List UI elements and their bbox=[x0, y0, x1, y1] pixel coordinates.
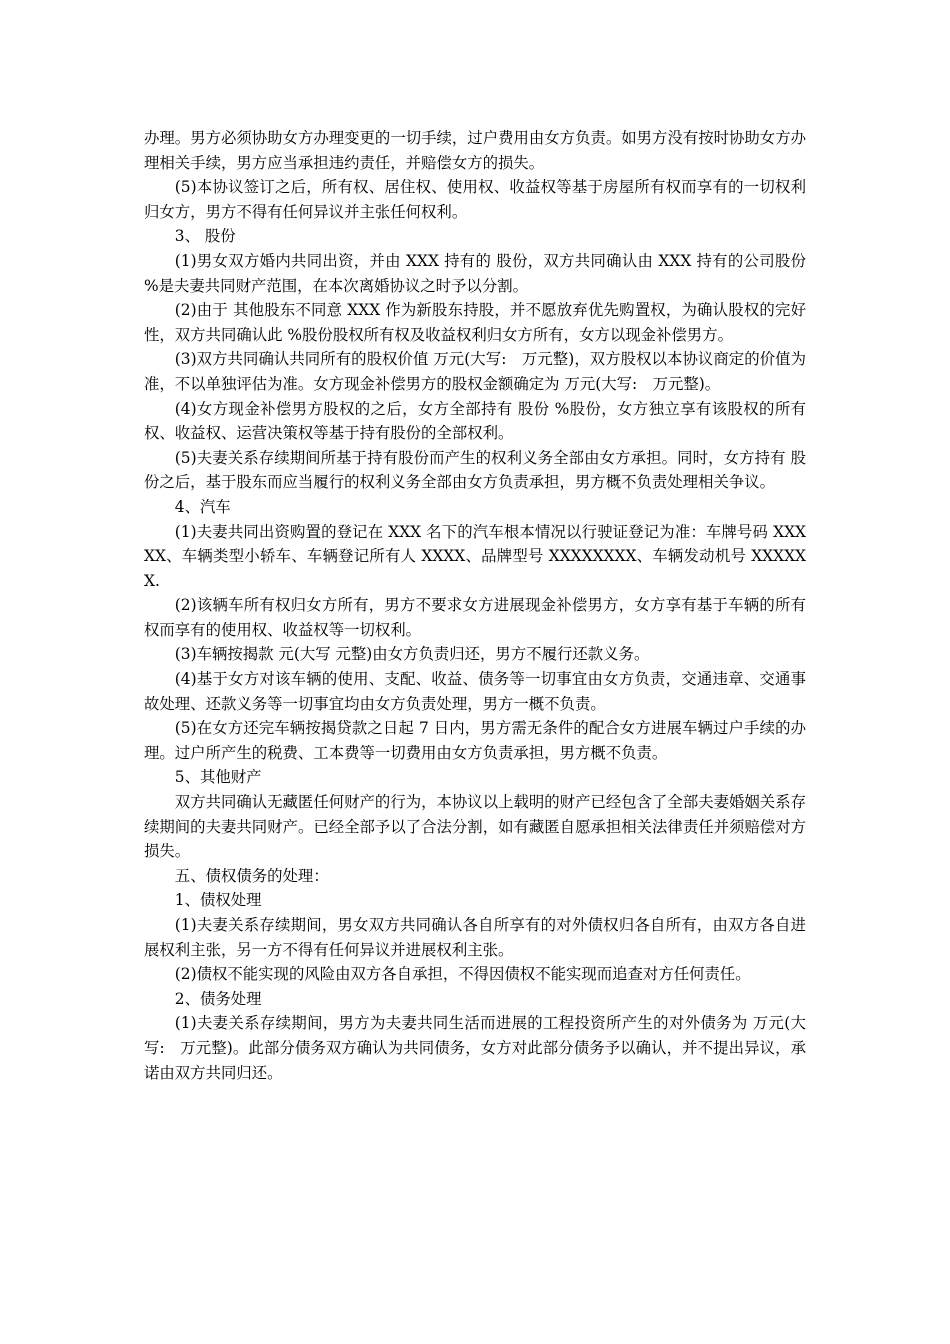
paragraph-car-clause-3: (3)车辆按揭款 元(大写 元整)由女方负责归还，男方不履行还款义务。 bbox=[174, 645, 650, 664]
heading-car: 4、汽车 bbox=[174, 497, 231, 516]
heading-debt-handling: 2、债务处理 bbox=[174, 989, 262, 1008]
paragraph-other-property: 双方共同确认无藏匿任何财产的行为，本协议以上载明的财产已经包含了全部夫妻婚姻关系存续期间的夫妻共同财产。已经全部予以了合法分割，如有藏匿自愿承担相关法律责任并须赔偿对方损失。 bbox=[144, 793, 806, 861]
paragraph-shares-clause-5: (5)夫妻关系存续期间所基于持有股份而产生的权利义务全部由女方承担。同时，女方持有 股份之后，基于股东而应当履行的权利义务全部由女方负责承担，男方概不负责处理相关争议。 bbox=[144, 448, 806, 492]
paragraph-car-clause-2: (2)该辆车所有权归女方所有，男方不要求女方进展现金补偿男方，女方享有基于车辆的所有权而享有的使用权、收益权等一切权利。 bbox=[144, 596, 806, 639]
paragraph-shares-clause-3: (3)双方共同确认共同所有的股权价值 万元(大写: 万元整)，双方股权以本协议商定的价值为准，不以单独评估为准。女方现金补偿男方的股权金额确定为 万元(大写: 万元整)。 bbox=[144, 350, 806, 393]
heading-claims: 1、债权处理 bbox=[174, 891, 262, 910]
paragraph-shares-clause-1: (1)男女双方婚内共同出资，并由 XXX 持有的 股份，双方共同确认由 XXX 持有的公司股份 %是夫妻共同财产范围，在本次离婚协议之时予以分割。 bbox=[144, 251, 806, 295]
paragraph-debt-clause-1: (1)夫妻关系存续期间，男方为夫妻共同生活而进展的工程投资所产生的对外债务为 万元(大写: 万元整)。此部分债务双方确认为共同债务，女方对此部分债务予以确认，并不提出异议，承诺由双方共同归还。 bbox=[144, 1014, 806, 1082]
paragraph-car-clause-1: (1)夫妻共同出资购置的登记在 XXX 名下的汽车根本情况以行驶证登记为准：车牌号码 XXXXX、车辆类型小轿车、车辆登记所有人 XXXX、品牌型号 XXXXXXXX、车辆发动机号 XXXXXX. bbox=[144, 522, 806, 590]
paragraph-continuation: 办理。男方必须协助女方办理变更的一切手续，过户费用由女方负责。如男方没有按时协助女方办理相关手续，男方应当承担违约责任，并赔偿女方的损失。 bbox=[144, 129, 806, 172]
paragraph-shares-clause-2: (2)由于 其他股东不同意 XXX 作为新股东持股，并不愿放弃优先购置权，为确认股权的完好性，双方共同确认此 %股份股权所有权及收益权利归女方所有，女方以现金补偿男方。 bbox=[144, 301, 806, 344]
heading-other-property: 5、其他财产 bbox=[174, 768, 262, 787]
paragraph-shares-clause-4: (4)女方现金补偿男方股权的之后，女方全部持有 股份 %股份，女方独立享有该股权的所有权、收益权、运营决策权等基于持有股份的全部权利。 bbox=[144, 399, 806, 443]
paragraph-house-clause-5: (5)本协议签订之后，所有权、居住权、使用权、收益权等基于房屋所有权而享有的一切权利归女方，男方不得有任何异议并主张任何权利。 bbox=[144, 178, 806, 221]
paragraph-car-clause-4: (4)基于女方对该车辆的使用、支配、收益、债务等一切事宜由女方负责，交通违章、交通事故处理、还款义务等一切事宜均由女方负责处理，男方一概不负责。 bbox=[144, 670, 806, 713]
heading-shares: 3、 股份 bbox=[174, 227, 236, 246]
paragraph-car-clause-5: (5)在女方还完车辆按揭贷款之日起 7 日内，男方需无条件的配合女方进展车辆过户手续的办理。过户所产生的税费、工本费等一切费用由女方负责承担，男方概不负责。 bbox=[144, 719, 806, 762]
paragraph-claims-clause-2: (2)债权不能实现的风险由双方各自承担，不得因债权不能实现而追查对方任何责任。 bbox=[174, 965, 751, 984]
document-body bbox=[144, 126, 806, 1085]
paragraph-claims-clause-1: (1)夫妻关系存续期间，男女双方共同确认各自所享有的对外债权归各自所有，由双方各自进展权利主张，另一方不得有任何异议并进展权利主张。 bbox=[144, 916, 806, 959]
heading-debts: 五、债权债务的处理： bbox=[174, 866, 329, 885]
